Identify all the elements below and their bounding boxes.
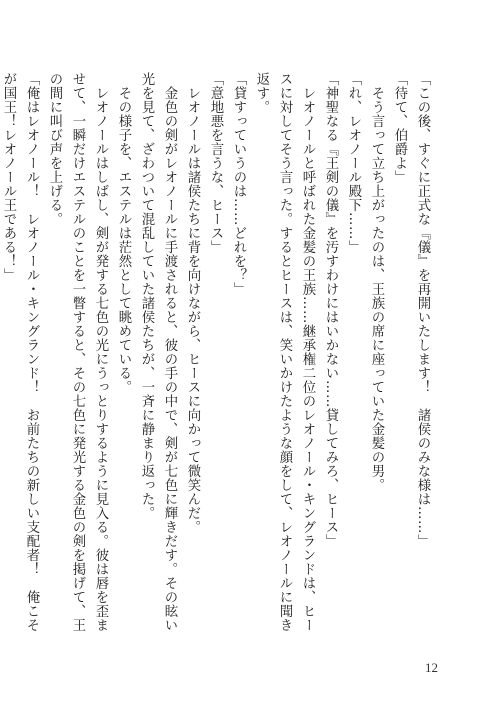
text-line: 金色の剣がレオノールに手渡されると、彼の手の中で、剣が七色に輝きだす。その眩い光を見て、ざわついて混乱していた諸侯たちが、一斉に静まり返った。: [139, 72, 177, 632]
text-line: 「俺はレオノール！ レオノール・キングランド！ お前たちの新しい支配者！ 俺こそが国王！レオノール王である！」: [1, 72, 39, 632]
text-line: レオノールはしばし、剣が発する七色の光にうっとりするように見入る。彼は唇を歪ませて、一瞬だけエステルのことを一瞥すると、その七色に発光する金色の剣を掲げて、王の間に叫び声を上げる。: [47, 72, 108, 632]
text-line: 「意地悪を言うな、ヒース」: [208, 72, 223, 254]
text-line: 「貸すっていうのは……どれを？」: [231, 72, 246, 296]
text-line: その様子を、エステルは茫然として眺めている。: [116, 72, 131, 394]
text-line: そう言って立ち上がったのは、王族の席に座っていた金髪の男。: [369, 72, 384, 492]
page-number: 12: [425, 660, 438, 675]
text-line: 「神聖なる『王剣の儀』を汚すわけにはいかない……貸してみろ、ヒース」: [323, 72, 338, 548]
vertical-text-body: [0, 72, 434, 638]
text-line: 「待て、伯爵よ」: [392, 72, 407, 184]
text-line: レオノールと呼ばれた金髪の王族……継承権二位のレオノール・キングランドは、ヒースに対してそう言った。するとヒースは、笑いかけたような顔をして、レオノールに聞き返す。: [254, 72, 315, 632]
text-line: 「この後、すぐに正式な『儀』を再開いたします！ 諸侯のみな様は……」: [415, 72, 430, 548]
text-line: 「れ、レオノール殿下……」: [346, 72, 361, 254]
text-line: レオノールは諸侯たちに背を向けながら、ヒースに向かって微笑んだ。: [185, 72, 200, 534]
